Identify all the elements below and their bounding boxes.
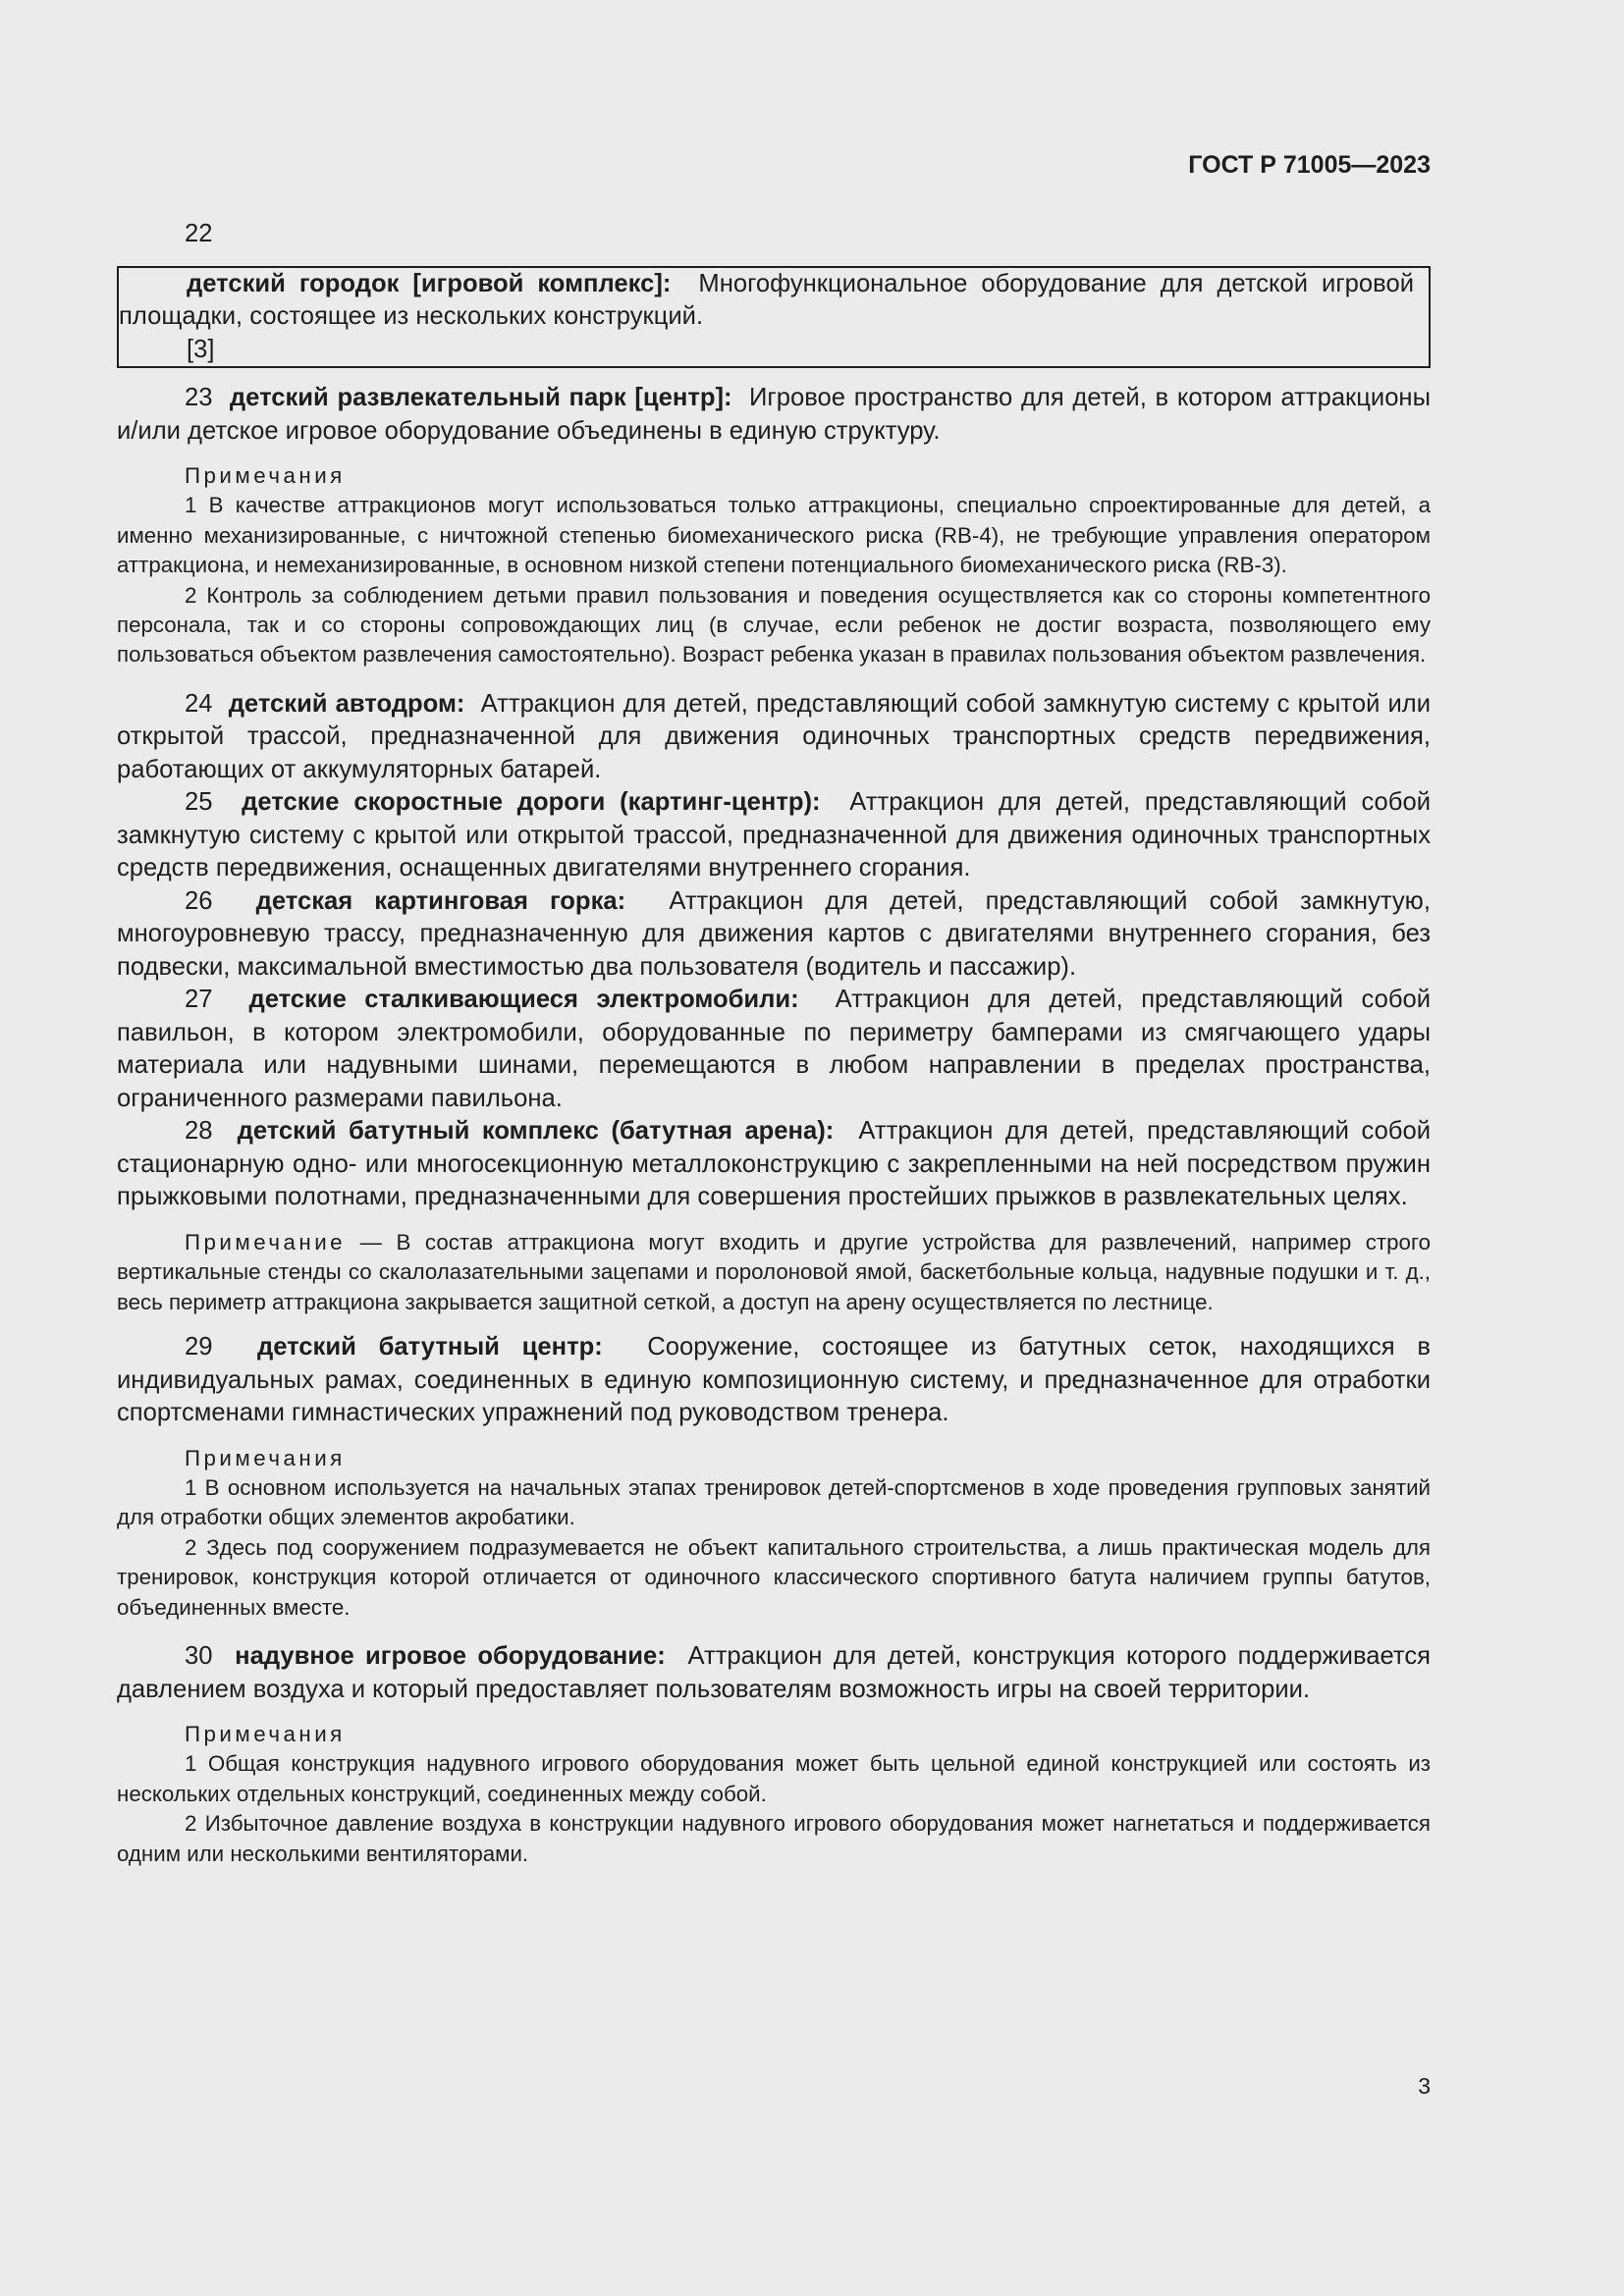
term-entry-29 xyxy=(117,1331,1431,1430)
note-2: 2 Здесь под сооружением подразумевается не объект капитального строительства, а лишь практическая модель для тренировок, конструкция которой отличается от одиночного классического спортивного батута наличием группы батутов, объединенных вместе. xyxy=(117,1534,1431,1620)
note-text: — В состав аттракциона могут входить и другие устройства для развлечений, например строго вертикальные стенды со скалолазательными зацепами и поролоновой ямой, баскетбольные кольца, надувные подушки и т. д., весь периметр аттракциона закрывается защитной сеткой, а доступ на арену осуществляется по лестнице. xyxy=(117,1229,1431,1314)
note-1: 1 Общая конструкция надувного игрового оборудования может быть цельной единой конструкцией или состоять из нескольких отдельных конструкций, соединенных между собой. xyxy=(117,1751,1431,1806)
note-2: 2 Избыточное давление воздуха в конструкции надувного игрового оборудования может нагнетаться и поддерживается одним или несколькими вентиляторами. xyxy=(117,1811,1431,1866)
term-entry-28 xyxy=(117,1115,1431,1214)
term-number: 29 xyxy=(185,1333,213,1362)
term-name: детский развлекательный парк [центр]: xyxy=(229,384,732,411)
term-number: 28 xyxy=(185,1117,213,1146)
term-definition: Аттракцион для детей, представляющий собой стационарную одно- или многосекционную металлоконструкцию с закрепленными на ней посредством пружин прыжковыми полотнами, предназначенными для совершения простейших прыжков в развлекательных целях. xyxy=(117,1117,1431,1211)
term-name: детский городок [игровой комплекс]: xyxy=(187,269,672,297)
note-label: Примечание xyxy=(185,1229,347,1255)
term-number: 30 xyxy=(185,1642,213,1670)
term-name: детский батутный комплекс (батутная арена): xyxy=(237,1117,835,1146)
term-reference: [3] xyxy=(187,335,215,363)
term-entry-24 xyxy=(117,688,1431,787)
term-definition: Аттракцион для детей, представляющий собой павильон, в котором электромобили, оборудованные по периметру бамперами из смягчающего удары материала или надувными шинами, перемещаются в любом направлении в пределах пространства, ограниченного размерами павильона. xyxy=(117,986,1432,1112)
term-entry-25 xyxy=(117,786,1431,885)
term-number: 24 xyxy=(185,689,213,718)
term-definition: Аттракцион для детей, конструкция которого поддерживается давлением воздуха и который предоставляет пользователям возможность игры на своей территории. xyxy=(117,1642,1431,1703)
term-entry-22 xyxy=(119,268,1414,334)
term-name: детский батутный центр: xyxy=(256,1333,603,1362)
term-number: 27 xyxy=(185,986,213,1014)
note-28 xyxy=(117,1228,1431,1317)
note-2: 2 Контроль за соблюдением детьми правил пользования и поведения осуществляется как со стороны компетентного персонала, так и со стороны сопровождающих лиц (в случае, если ребенок не достиг возраста, позволяющего ему пользоваться объектом развлечения самостоятельно). Возраст ребенка указан в правилах пользования объектом развлечения. xyxy=(117,582,1431,667)
term-name: детский автодром: xyxy=(228,689,465,718)
document-body xyxy=(117,218,1431,1869)
term-entry-23 xyxy=(117,382,1431,448)
term-number-22: 22 xyxy=(185,220,213,247)
term-entry-26 xyxy=(117,885,1431,985)
term-name: детские скоростные дороги (картинг-центр): xyxy=(242,788,821,817)
term-number: 25 xyxy=(185,788,213,817)
note-1: 1 В качестве аттракционов могут использоваться только аттракционы, специально спроектированные для детей, а именно механизированные, с ничтожной степенью биомеханического риска (RB-4), не требующие управления оператором аттракциона, и немеханизированные, в основном низкой степени потенциального биомеханического риска (RB-3). xyxy=(117,493,1431,578)
term-definition: Аттракцион для детей, представляющий собой замкнутую, многоуровневую трассу, предназначенную для движения картов с двигателями внутреннего сгорания, без подвески, максимальной вместимостью два пользователя (водитель и пассажир). xyxy=(117,886,1431,981)
term-definition: Аттракцион для детей, представляющий собой замкнутую систему с крытой или открытой трассой, предназначенной для движения одиночных транспортных средств передвижения, работающих от аккумуляторных батарей. xyxy=(117,689,1431,783)
term-definition: Сооружение, состоящее из батутных сеток, находящихся в индивидуальных рамах, соединенных в единую композиционную систему, и предназначенное для отработки спортсменами гимнастических упражнений под руководством тренера. xyxy=(117,1333,1431,1427)
term-number: 26 xyxy=(185,886,213,915)
term-definition: Аттракцион для детей, представляющий собой замкнутую систему с крытой или открытой трассой, предназначенной для движения одиночных транспортных средств передвижения, оснащенных двигателями внутреннего сгорания. xyxy=(117,788,1431,882)
note-1: 1 В основном используется на начальных этапах тренировок детей-спортсменов в ходе проведения групповых занятий для отработки общих элементов акробатики. xyxy=(117,1474,1431,1530)
term-name: надувное игровое оборудование: xyxy=(235,1642,666,1670)
term-number: 23 xyxy=(185,384,213,411)
term-name: детская картинговая горка: xyxy=(255,886,626,915)
notes-title: Примечания xyxy=(185,1722,346,1746)
boxed-term-22 xyxy=(117,266,1431,369)
standard-designation: ГОСТ Р 71005—2023 xyxy=(1188,151,1431,179)
term-entry-27 xyxy=(117,984,1431,1115)
term-name: детские сталкивающиеся электромобили: xyxy=(248,986,799,1014)
notes-title: Примечания xyxy=(185,1445,346,1470)
term-definition: Многофункциональное оборудование для детской игровой площадки, состоящее из нескольких конструкций. xyxy=(119,269,1414,330)
page-number: 3 xyxy=(1418,2073,1431,2099)
term-entry-30 xyxy=(117,1640,1431,1706)
notes-title: Примечания xyxy=(185,463,346,488)
term-definition: Игровое пространство для детей, в котором аттракционы и/или детское игровое оборудование объединены в единую структуру. xyxy=(117,384,1431,445)
